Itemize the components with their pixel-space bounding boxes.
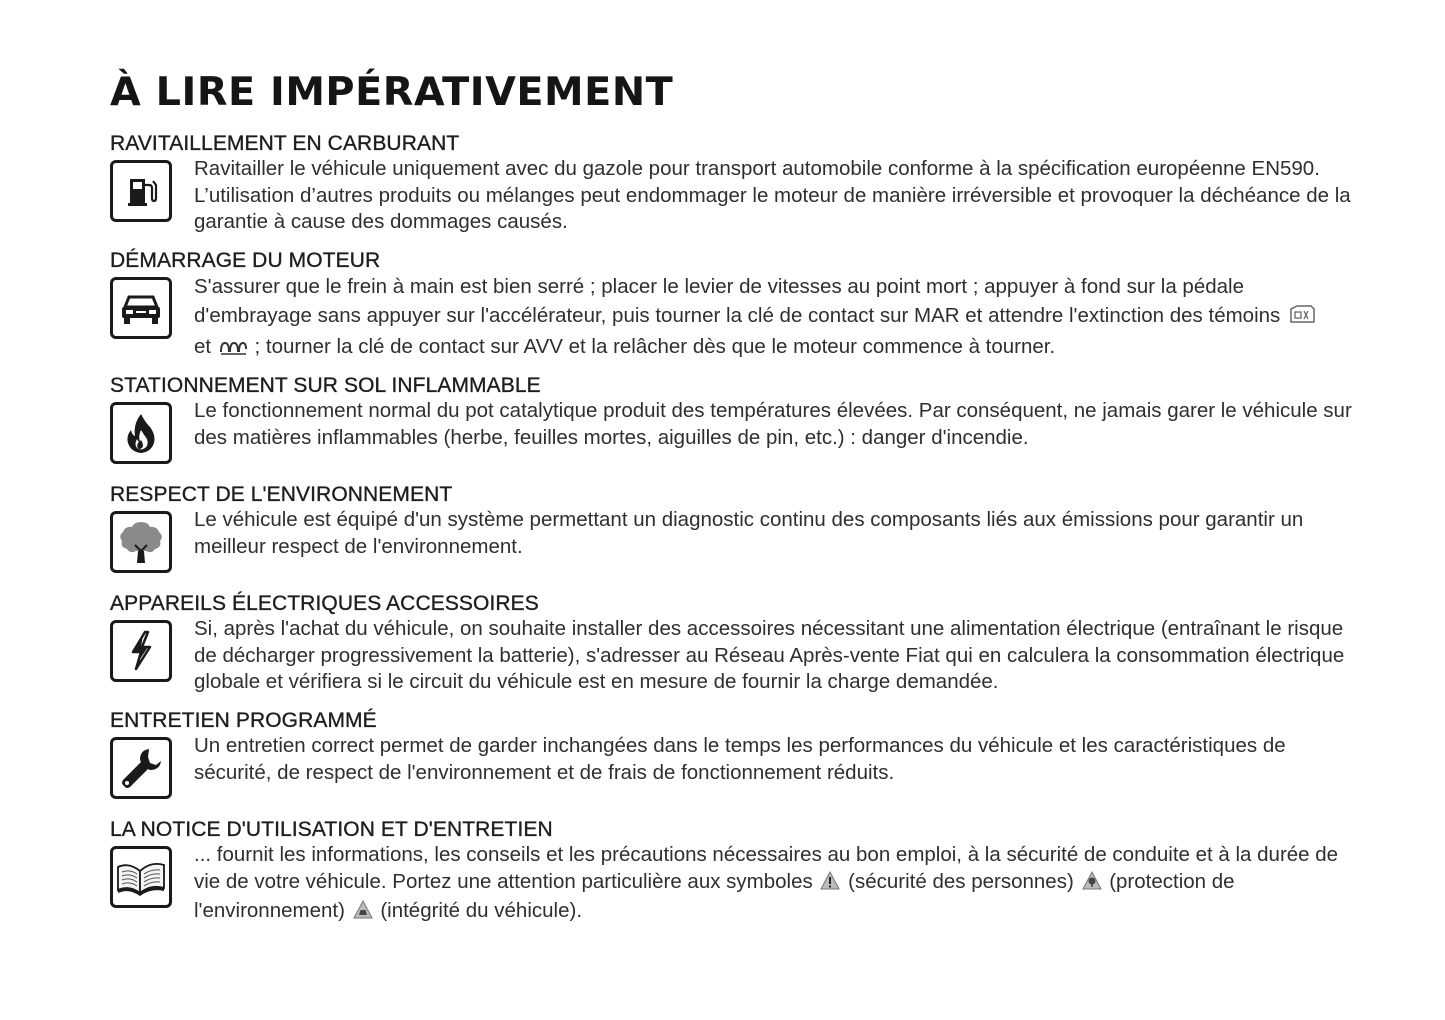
section-flammable bbox=[110, 374, 1380, 464]
section-heading: LA NOTICE D'UTILISATION ET D'ENTRETIEN bbox=[110, 818, 553, 841]
section-fuel bbox=[110, 132, 1380, 236]
vehicle-triangle-icon bbox=[353, 900, 373, 928]
section-heading: DÉMARRAGE DU MOTEUR bbox=[110, 249, 381, 272]
page-title: À LIRE IMPÉRATIVEMENT bbox=[110, 70, 674, 115]
wrench-icon bbox=[110, 737, 172, 799]
section-text bbox=[194, 273, 1359, 365]
section-heading: RESPECT DE L'ENVIRONNEMENT bbox=[110, 483, 453, 506]
section-text-part: (protection de l'environnement) bbox=[194, 869, 1235, 922]
section-environment bbox=[110, 483, 1380, 573]
warning-triangle-icon bbox=[820, 871, 840, 899]
tree-icon bbox=[110, 511, 172, 573]
section-text: Ravitailler le véhicule uniquement avec du gazole pour transport automobile conforme à la spécification européenne EN590. L’utilisation d’autres produits ou mélanges peut endommager le moteur de manière irréversible et provoquer la déchéance de la garantie à cause des dommages causés. bbox=[194, 157, 1351, 233]
section-heading: ENTRETIEN PROGRAMMÉ bbox=[110, 709, 377, 732]
section-maintenance bbox=[110, 709, 1380, 799]
section-electrical bbox=[110, 592, 1380, 696]
warning-light-icon bbox=[1288, 303, 1316, 334]
section-engine-start bbox=[110, 249, 1380, 365]
section-text: Si, après l'achat du véhicule, on souhaite installer des accessoires nécessitant une alimentation électrique (entraînant le risque de décharger progressivement la batterie), s'adresser au Réseau Après-vente Fiat qui en calculera la consommation électrique globale et vérifiera si le circuit du véhicule est en mesure de fournir la charge demandée. bbox=[194, 617, 1345, 693]
car-front-icon bbox=[110, 277, 172, 339]
environment-triangle-icon bbox=[1082, 871, 1102, 899]
glow-plug-icon bbox=[219, 336, 247, 365]
section-text-part: S'assurer que le frein à main est bien serré ; placer le levier de vitesses au point mort ; appuyer à fond sur la pédale d'embrayage sans appuyer sur l'accélérateur, puis tourner la clé de contact sur MAR et attendre l'extinction des témoins bbox=[194, 275, 1281, 327]
section-text: Le fonctionnement normal du pot catalytique produit des températures élevées. Par conséquent, ne jamais garer le véhicule sur des matières inflammables (herbe, feuilles mortes, aiguilles de pin, etc.) : danger d'incendie. bbox=[194, 399, 1352, 449]
fuel-pump-icon bbox=[110, 160, 172, 222]
section-text-part: et bbox=[194, 335, 212, 358]
section-text: Un entretien correct permet de garder inchangées dans le temps les performances du véhicule et les caractéristiques de sécurité, de respect de l'environnement et de frais de fonctionnement réduits. bbox=[194, 734, 1286, 784]
section-text bbox=[194, 842, 1359, 928]
section-text-part: ... fournit les informations, les conseils et les précautions nécessaires au bon emploi, à la sécurité de conduite et à la durée de vie de votre véhicule. Portez une attention particulière aux symboles bbox=[194, 843, 1339, 893]
section-manual bbox=[110, 818, 1380, 928]
section-text-part: (sécurité des personnes) bbox=[848, 869, 1074, 893]
flame-icon bbox=[110, 402, 172, 464]
lightning-icon bbox=[110, 620, 172, 682]
section-text: Le véhicule est équipé d'un système permettant un diagnostic continu des composants liés aux émissions pour garantir un meilleur respect de l'environnement. bbox=[194, 508, 1304, 558]
section-heading: APPAREILS ÉLECTRIQUES ACCESSOIRES bbox=[110, 592, 539, 615]
open-book-icon bbox=[110, 846, 172, 908]
section-heading: RAVITAILLEMENT EN CARBURANT bbox=[110, 132, 460, 155]
section-text-part: ; tourner la clé de contact sur AVV et la relâcher dès que le moteur commence à tourner. bbox=[254, 335, 1056, 358]
section-heading: STATIONNEMENT SUR SOL INFLAMMABLE bbox=[110, 374, 541, 397]
section-text-part: (intégrité du véhicule). bbox=[380, 899, 583, 922]
